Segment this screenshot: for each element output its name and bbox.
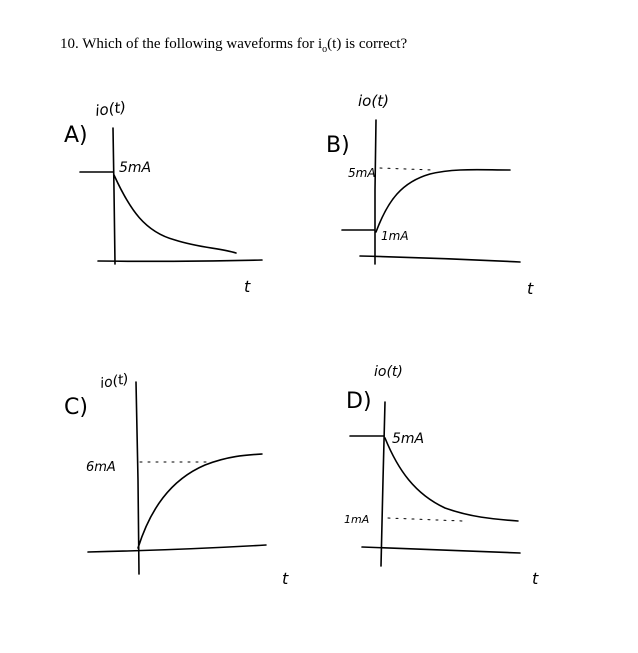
option-b-x-axis — [360, 256, 520, 262]
option-c-x-axis — [88, 545, 266, 552]
option-c-rise-curve — [138, 454, 262, 548]
option-c-letter: C) — [64, 395, 88, 420]
option-d-asymptote — [388, 518, 462, 521]
option-d-x-axis — [362, 547, 520, 553]
option-b-y-axis — [375, 120, 376, 264]
option-d-upper-label: 5mA — [392, 431, 425, 447]
option-a-x-axis — [98, 260, 262, 261]
option-a-ylabel: io(t) — [94, 97, 128, 120]
option-b-ylabel: io(t) — [358, 92, 389, 110]
option-d-decay-curve — [385, 438, 518, 521]
option-b — [326, 92, 534, 298]
option-d-xlabel: t — [532, 569, 539, 588]
option-b-rise-curve — [376, 170, 510, 232]
option-a — [64, 98, 262, 296]
question-subscript: o — [322, 44, 328, 55]
option-d-ylabel: io(t) — [374, 364, 403, 380]
question-prompt-start: Which of the following waveforms for i — [82, 36, 323, 52]
question-prompt-end: (t) is correct? — [327, 36, 408, 52]
option-a-level-label: 5mA — [119, 160, 152, 176]
option-d-y-axis — [381, 402, 385, 566]
option-c-xlabel: t — [282, 569, 289, 588]
option-a-y-axis — [113, 128, 115, 264]
option-c-ylabel: io(t) — [98, 371, 131, 392]
option-b-lower-label: 1mA — [381, 229, 409, 243]
option-a-xlabel: t — [244, 277, 251, 296]
option-d-letter: D) — [346, 389, 372, 414]
option-c — [64, 371, 289, 588]
option-d — [344, 364, 539, 588]
option-b-letter: B) — [326, 133, 350, 158]
option-c-level-label: 6mA — [86, 460, 116, 475]
option-b-xlabel: t — [527, 279, 534, 298]
option-b-asymptote — [380, 168, 432, 170]
option-b-upper-label: 5mA — [348, 166, 376, 180]
option-a-decay-curve — [114, 175, 236, 253]
option-d-lower-label: 1mA — [344, 513, 370, 526]
option-a-letter: A) — [64, 123, 88, 148]
question-number: 10. — [60, 36, 79, 52]
